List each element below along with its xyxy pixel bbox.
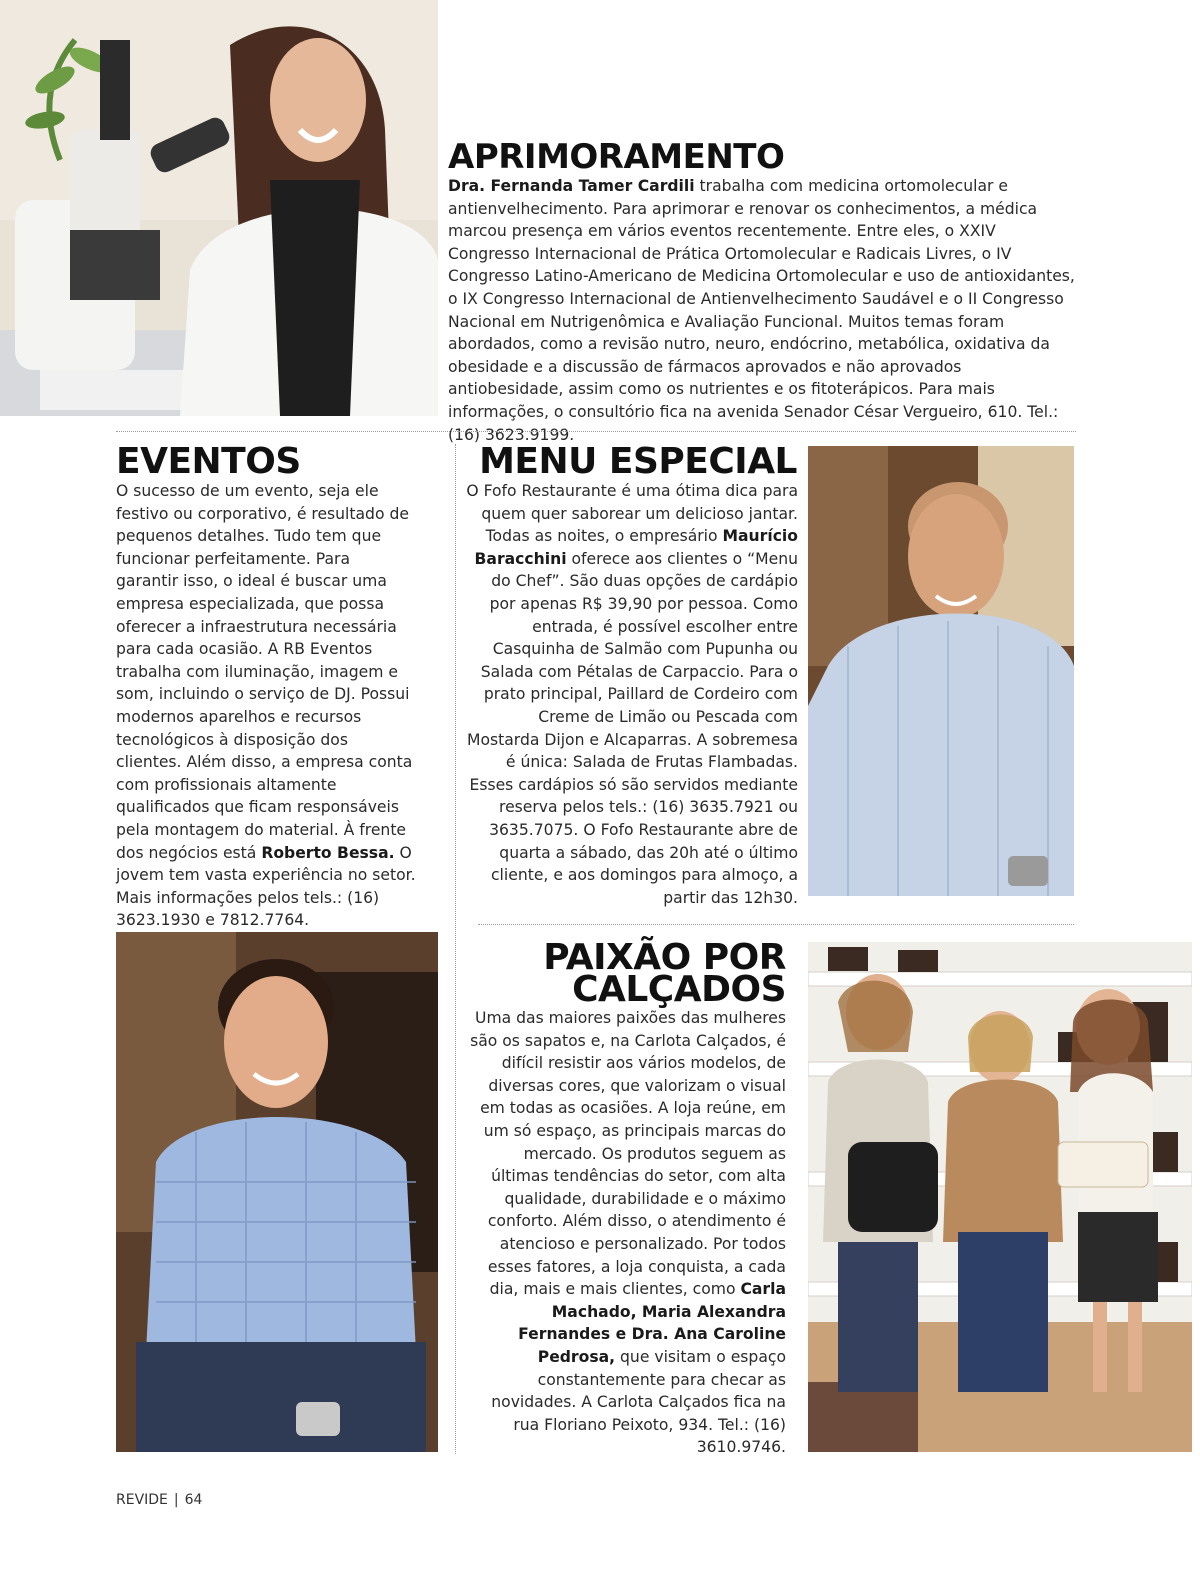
article-text: O sucesso de um evento, seja ele festivo ou corporativo, é resultado de pequenos detalhes. Tudo tem que funcionar perfeitamente. Para garantir isso, o ideal é buscar uma empresa especializada, que possa oferecer a infraestrutura necessária para cada ocasião. A RB Eventos trabalha com iluminação, imagem e som, incluindo o serviço de DJ. Possui modernos aparelhos e recursos tecnológicos à disposição dos clientes. Além disso, a empresa conta com profissionais altamente qualificados que ficam responsáveis pela montagem do material. À frente dos negócios está <box>116 482 413 862</box>
article-text: O Fofo Restaurante é uma ótima dica para quem quer saborear um delicioso jantar. Todas as noites, o empresário <box>466 482 798 546</box>
footer-separator: | <box>173 1492 179 1508</box>
article-body-paixao <box>466 1007 786 1459</box>
article-title-eventos: EVENTOS <box>116 441 301 482</box>
article-body-aprimoramento <box>448 175 1078 446</box>
article-text: Uma das maiores paixões das mulheres são os sapatos e, na Carlota Calçados, é difícil resistir aos vários modelos, de diversas cores, que valorizam o visual em todas as ocasiões. A loja reúne, em um só espaço, as principais marcas do mercado. Os produtos seguem as últimas tendências do setor, com alta qualidade, durabilidade e o máximo conforto. Além disso, o atendimento é atencioso e personalizado. Por todos esses fatores, a loja conquista, a cada dia, mais e mais clientes, como <box>470 1009 786 1299</box>
highlight-name-fernanda: Dra. Fernanda Tamer Cardili <box>448 177 695 195</box>
article-title-paixao-line1: PAIXÃO POR <box>543 937 786 978</box>
page-number: 64 <box>184 1492 203 1508</box>
highlight-name-roberto: Roberto Bessa. <box>261 843 395 862</box>
article-body-eventos <box>116 480 416 932</box>
article-body-menu-especial <box>466 480 798 909</box>
highlight-name-mauricio: Maurício Baracchini <box>474 527 798 568</box>
divider-right-column <box>478 924 1074 925</box>
article-title-paixao-line2: CALÇADOS <box>572 969 786 1010</box>
photo-mauricio-baracchini <box>808 446 1074 896</box>
page-footer <box>116 1492 202 1508</box>
article-text: oferece aos clientes o “Menu do Chef”. São duas opções de cardápio por apenas R$ 39,90 por pessoa. Como entrada, é possível escolher entre Casquinha de Salmão com Pupunha ou Salada com Pétalas de Carpaccio. Para o prato principal, Paillard de Cordeiro com Creme de Limão ou Pescada com Mostarda Dijon e Alcaparras. A sobremesa é única: Salada de Frutas Flambadas. Esses cardápios só são servidos mediante reserva pelos tels.: (16) 3635.7921 ou 3635.7075. O Fofo Restaurante abre de quarta a sábado, das 20h até o último cliente, e aos domingos para almoço, a partir das 12h30. <box>467 549 798 907</box>
article-text: trabalha com medicina ortomolecular e antienvelhecimento. Para aprimorar e renovar os conhecimentos, a médica marcou presença em vários eventos recentemente. Entre eles, o XXIV Congresso Internacional de Prática Ortomolecular e Radicais Livres, o IV Congresso Latino-Americano de Medicina Ortomolecular e uso de antioxidantes, o IX Congresso Internacional de Antienvelhecimento Saudável e o II Congresso Nacional em Nutrigenômica e Avaliação Funcional. Muitos temas foram abordados, como a revisão nutro, neuro, endócrino, metabólica, oxidativa da obesidade e a discussão de fármacos aprovados e não aprovados antiobesidade, assim como os nutrientes e os fitoterápicos. Para mais informações, o consultório fica na avenida Senador César Vergueiro, 610. Tel.: (16) 3623.9199. <box>448 177 1075 444</box>
article-text: que visitam o espaço constantemente para checar as novidades. A Carlota Calçados fica na rua Floriano Peixoto, 934. Tel.: (16) 3610.9746. <box>491 1347 786 1457</box>
divider-top <box>116 431 1076 432</box>
magazine-name: REVIDE <box>116 1492 168 1508</box>
photo-carlota-calcados <box>808 942 1192 1452</box>
article-title-aprimoramento: APRIMORAMENTO <box>448 137 785 177</box>
column-divider <box>455 444 456 1454</box>
article-title-menu-especial: MENU ESPECIAL <box>479 441 797 482</box>
article-text: O jovem tem vasta experiência no setor. Mais informações pelos tels.: (16) 3623.1930 e 7812.7764. <box>116 843 416 930</box>
highlight-names-clientes: Carla Machado, Maria Alexandra Fernandes e Dra. Ana Caroline Pedrosa, <box>518 1280 786 1366</box>
photo-roberto-bessa <box>116 932 438 1452</box>
photo-doctor-microscope <box>0 0 438 416</box>
